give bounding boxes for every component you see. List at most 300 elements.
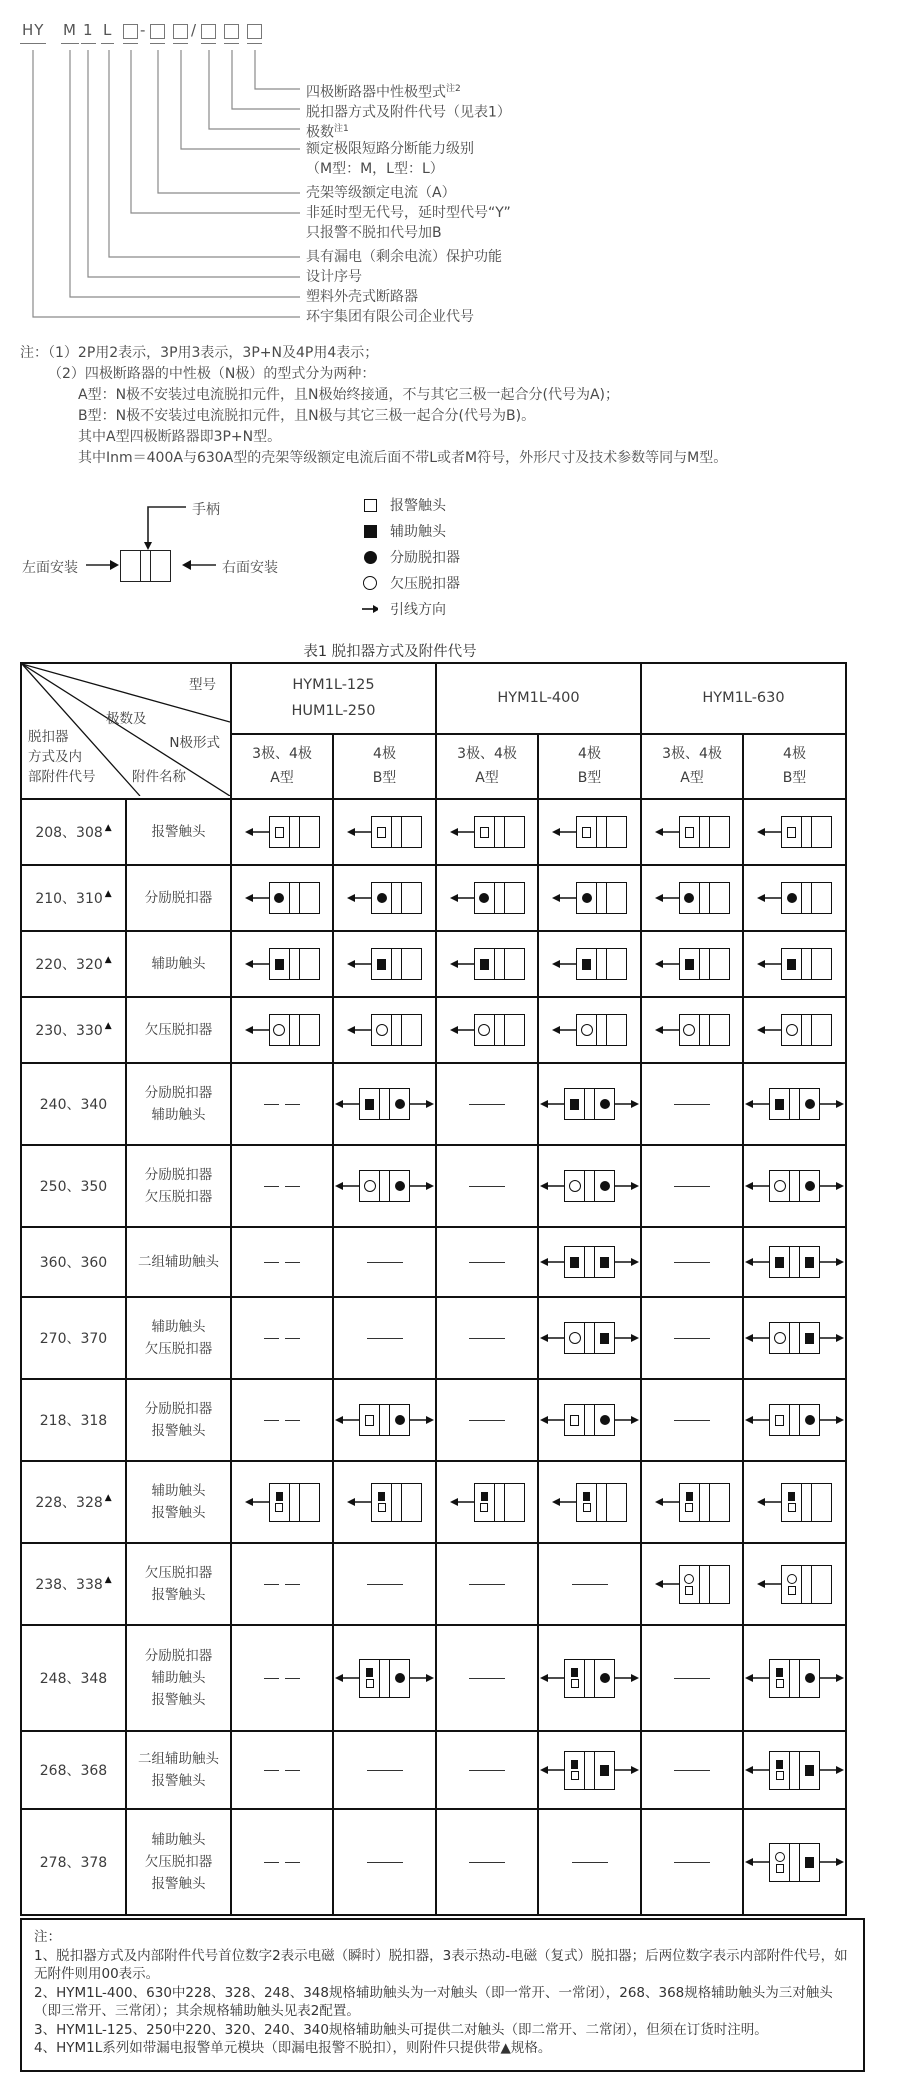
- diagram-cell: [743, 1809, 846, 1915]
- diagram-cell: [538, 1625, 641, 1731]
- not-available-dash: [232, 1862, 332, 1863]
- diagram-cell: [333, 1227, 436, 1297]
- model-code-char: HY: [20, 22, 46, 44]
- aux-contact-symbol: [571, 1760, 578, 1769]
- attachment-name: 欠压脱扣器: [144, 1341, 213, 1357]
- not-available-dash: [437, 1338, 537, 1339]
- code-cell: [21, 1145, 126, 1227]
- model-label: 具有漏电（剩余电流）保护功能: [306, 249, 502, 265]
- diagram-cell: [538, 1461, 641, 1543]
- breaker-box: [269, 948, 320, 980]
- lead-arrow-left: [450, 1497, 474, 1507]
- undervoltage-release-symbol: [774, 1180, 786, 1192]
- diagram-cell: [436, 1543, 538, 1625]
- not-available-dash: [334, 1338, 435, 1339]
- legend-item: [362, 518, 582, 544]
- type-label: B型: [372, 770, 397, 787]
- aux-contact-symbol: [788, 1492, 795, 1501]
- trip-unit-diagram: [539, 1170, 640, 1202]
- diagram-cell: [436, 1379, 538, 1461]
- trip-unit-diagram: [334, 1404, 435, 1436]
- trip-unit-diagram: [334, 816, 435, 848]
- breaker-box: [359, 1170, 410, 1202]
- undervoltage-release-icon: [362, 576, 378, 590]
- model-label: 塑料外壳式断路器: [306, 289, 418, 305]
- diagram-cell: [436, 1297, 538, 1379]
- trip-unit-diagram: [744, 1404, 845, 1436]
- breaker-box: [769, 1404, 820, 1436]
- diagram-cell: [743, 1227, 846, 1297]
- lead-arrow-right: [820, 1673, 844, 1683]
- lead-arrow-left: [745, 1099, 769, 1109]
- undervoltage-release-symbol: [569, 1332, 581, 1344]
- trip-unit-diagram: [334, 1170, 435, 1202]
- breaker-box: [769, 1322, 820, 1354]
- diagram-cell: [231, 1227, 333, 1297]
- attachment-name-cell: [126, 1625, 231, 1731]
- breaker-box: [679, 816, 730, 848]
- attachment-name-cell: [126, 1227, 231, 1297]
- diagram-cell: [743, 1543, 846, 1625]
- handle-label: 手柄: [192, 502, 220, 518]
- model-code-box: [173, 24, 188, 44]
- diagram-cell: [231, 865, 333, 931]
- alarm-contact-symbol: [366, 1679, 374, 1688]
- attachment-name: 报警触头: [151, 1876, 206, 1892]
- trip-unit-diagram: [437, 882, 537, 914]
- breaker-box: [269, 1014, 320, 1046]
- shunt-release-symbol: [805, 1099, 815, 1109]
- alarm-contact-symbol: [776, 1771, 784, 1780]
- lead-arrow-right: [820, 1099, 844, 1109]
- diagram-cell: [231, 799, 333, 865]
- attachment-name: 报警触头: [151, 824, 206, 840]
- alarm-contact-symbol: [788, 1586, 796, 1595]
- trip-unit-diagram: [334, 1483, 435, 1522]
- attachment-name: 分励脱扣器: [144, 890, 213, 906]
- not-available-dash: [232, 1262, 332, 1263]
- model-label: （M型：M，L型：L）: [306, 161, 444, 177]
- lead-arrow-right: [820, 1333, 844, 1343]
- symbol-legend: [362, 492, 582, 632]
- diagram-cell: [641, 1379, 743, 1461]
- attachment-name: 报警触头: [151, 1505, 206, 1521]
- attachment-name: 欠压脱扣器: [144, 1854, 213, 1870]
- trip-unit-diagram: [539, 816, 640, 848]
- diagram-cell: [231, 1809, 333, 1915]
- lead-arrow-left: [655, 1497, 679, 1507]
- trip-unit-diagram: [539, 1014, 640, 1046]
- breaker-box: [576, 882, 627, 914]
- model-label: 极数$^{注1}$: [306, 124, 349, 141]
- alarm-contact-symbol: [775, 1415, 784, 1426]
- lead-arrow-left: [347, 827, 371, 837]
- lead-arrow-left: [745, 1765, 769, 1775]
- lead-arrow-left: [540, 1333, 564, 1343]
- undervoltage-release-symbol: [478, 1024, 490, 1036]
- code-text: 238、338: [35, 1577, 103, 1593]
- breaker-box: [474, 1483, 525, 1522]
- legend-item: [362, 544, 582, 570]
- lead-arrow-left: [335, 1415, 359, 1425]
- diagram-cell: [743, 1063, 846, 1145]
- lead-arrow-right: [410, 1673, 434, 1683]
- diagram-cell: [436, 1809, 538, 1915]
- diagram-cell: [743, 1297, 846, 1379]
- not-available-dash: [437, 1104, 537, 1105]
- diagram-cell: [641, 865, 743, 931]
- breaker-box: [769, 1246, 820, 1278]
- breaker-box: [564, 1170, 615, 1202]
- alarm-contact-symbol: [377, 827, 386, 838]
- diagram-cell: [641, 1145, 743, 1227]
- lead-arrow-right: [820, 1765, 844, 1775]
- breaker-box: [269, 882, 320, 914]
- lead-arrow-right: [615, 1765, 639, 1775]
- not-available-dash: [437, 1420, 537, 1421]
- attachment-name-cell: [126, 1731, 231, 1809]
- triangle-mark: ▲: [104, 889, 112, 899]
- trip-unit-diagram: [334, 1659, 435, 1698]
- attachment-name: 分励脱扣器: [144, 1648, 213, 1664]
- legend-label: 欠压脱扣器: [390, 576, 460, 592]
- diagram-cell: [333, 1145, 436, 1227]
- not-available-dash: [539, 1584, 640, 1585]
- shunt-release-symbol: [805, 1181, 815, 1191]
- not-available-dash: [642, 1262, 742, 1263]
- corner-label-code: 脱扣器: [28, 729, 69, 745]
- breaker-box: [679, 1014, 730, 1046]
- attachment-name: 二组辅助触头: [138, 1751, 219, 1767]
- alarm-contact-symbol: [582, 827, 591, 838]
- legend-label: 引线方向: [390, 602, 446, 618]
- trip-unit-diagram: [744, 1322, 845, 1354]
- undervoltage-release-symbol: [569, 1180, 581, 1192]
- pole-type-header: [231, 734, 333, 799]
- breaker-box: [781, 948, 832, 980]
- diagram-cell: [231, 1731, 333, 1809]
- diagram-cell: [333, 931, 436, 997]
- lead-arrow-left: [540, 1257, 564, 1267]
- attachment-name: 欠压脱扣器: [144, 1189, 213, 1205]
- alarm-contact-symbol: [571, 1679, 579, 1688]
- lead-arrow-left: [245, 893, 269, 903]
- undervoltage-release-symbol: [684, 1574, 694, 1584]
- code-text: 360、360: [39, 1255, 108, 1271]
- lead-arrow-left: [335, 1181, 359, 1191]
- aux-contact-symbol: [787, 959, 796, 970]
- diagram-cell: [743, 1145, 846, 1227]
- lead-arrow-left: [335, 1099, 359, 1109]
- table-row: [21, 1227, 846, 1297]
- trip-unit-table-grid: [20, 662, 847, 1916]
- lead-arrow-left: [757, 893, 781, 903]
- diagram-cell: [436, 1461, 538, 1543]
- not-available-dash: [642, 1420, 742, 1421]
- table-row: [21, 1809, 846, 1915]
- lead-arrow-left: [757, 827, 781, 837]
- code-text: 220、320: [35, 957, 103, 973]
- trip-unit-diagram: [437, 1014, 537, 1046]
- lead-direction-icon: [362, 604, 378, 614]
- trip-unit-diagram: [437, 1483, 537, 1522]
- lead-arrow-right: [615, 1415, 639, 1425]
- code-cell: [21, 1731, 126, 1809]
- aux-contact-symbol: [685, 959, 694, 970]
- trip-unit-diagram: [744, 1483, 845, 1522]
- trip-unit-diagram: [232, 1014, 332, 1046]
- aux-contact-symbol: [570, 1257, 579, 1268]
- undervoltage-release-symbol: [376, 1024, 388, 1036]
- aux-contact-symbol: [276, 1492, 283, 1501]
- triangle-mark: ▲: [104, 1021, 112, 1031]
- note-line: （2）四极断路器的中性极（N极）的型式分为两种：: [48, 366, 376, 382]
- code-text: 218、318: [39, 1413, 108, 1429]
- diagram-cell: [231, 997, 333, 1063]
- trip-unit-diagram: [539, 882, 640, 914]
- trip-unit-diagram: [437, 816, 537, 848]
- legend-label: 报警触头: [390, 498, 446, 514]
- lead-arrow-left: [745, 1333, 769, 1343]
- breaker-box: [576, 1483, 627, 1522]
- type-label: A型: [475, 770, 499, 787]
- lead-arrow-left: [745, 1181, 769, 1191]
- lead-arrow-left: [745, 1415, 769, 1425]
- not-available-dash: [437, 1678, 537, 1679]
- alarm-contact-symbol: [378, 1503, 386, 1512]
- triangle-mark: ▲: [104, 823, 112, 833]
- attachment-name: 辅助触头: [151, 1107, 206, 1123]
- lead-arrow-right: [615, 1333, 639, 1343]
- corner-label-attachment-name: 附件名称: [132, 769, 186, 785]
- lead-arrow-right: [820, 1857, 844, 1867]
- diagram-cell: [641, 1461, 743, 1543]
- triangle-mark: ▲: [104, 1575, 112, 1585]
- attachment-name-cell: [126, 1379, 231, 1461]
- attachment-name: 二组辅助触头: [138, 1254, 219, 1270]
- not-available-dash: [437, 1862, 537, 1863]
- lead-arrow-left: [540, 1415, 564, 1425]
- diagram-cell: [231, 1145, 333, 1227]
- table-row: [21, 1543, 846, 1625]
- diagram-cell: [538, 997, 641, 1063]
- diagram-cell: [641, 1543, 743, 1625]
- attachment-name: 分励脱扣器: [144, 1085, 213, 1101]
- diagram-cell: [333, 1809, 436, 1915]
- lead-arrow-left: [450, 893, 474, 903]
- lead-arrow-left: [552, 959, 576, 969]
- diagram-cell: [641, 1625, 743, 1731]
- alarm-contact-symbol: [275, 1503, 283, 1512]
- aux-contact-symbol: [775, 1257, 784, 1268]
- code-cell: [21, 1063, 126, 1145]
- lead-arrow-left: [552, 893, 576, 903]
- diagram-cell: [641, 1731, 743, 1809]
- note-item: 2、HYM1L-400、630中228、328、248、348规格辅助触头为一对触头（即一常开、一常闭），268、368规格辅助触头为三对触头（即三常开、三常闭）；其余规格辅助触头见表2配置。: [34, 1984, 833, 2019]
- model-label: 脱扣器方式及附件代号（见表1）: [306, 104, 511, 121]
- not-available-dash: [642, 1338, 742, 1339]
- pole-type-header: [538, 734, 641, 799]
- alarm-contact-symbol: [570, 1415, 579, 1426]
- diagram-cell: [436, 1063, 538, 1145]
- breaker-box: [769, 1659, 820, 1698]
- model-group-line: HUM1L-250: [291, 703, 376, 720]
- lead-arrow-left: [745, 1857, 769, 1867]
- trip-unit-diagram: [642, 1565, 742, 1604]
- diagram-cell: [333, 1379, 436, 1461]
- breaker-box: [474, 816, 525, 848]
- diagram-cell: [538, 1063, 641, 1145]
- diagram-cell: [436, 1227, 538, 1297]
- diagram-cell: [538, 1731, 641, 1809]
- shunt-release-symbol: [805, 1673, 815, 1683]
- lead-arrow-left: [245, 1025, 269, 1035]
- breaker-box: [781, 1014, 832, 1046]
- model-label: 只报警不脱扣代号加B: [306, 225, 442, 241]
- not-available-dash: [437, 1186, 537, 1187]
- alarm-contact-symbol: [776, 1864, 784, 1873]
- lead-arrow-left: [347, 1025, 371, 1035]
- code-cell: [21, 1809, 126, 1915]
- diagram-cell: [436, 1145, 538, 1227]
- model-label: 额定极限短路分断能力级别: [306, 141, 474, 157]
- attachment-name-cell: [126, 865, 231, 931]
- code-cell: [21, 1379, 126, 1461]
- aux-contact-icon: [362, 525, 378, 538]
- trip-unit-diagram: [642, 816, 742, 848]
- shunt-release-symbol: [395, 1181, 405, 1191]
- trip-unit-diagram: [642, 1014, 742, 1046]
- leader-lines: [0, 0, 320, 330]
- model-label: 设计序号: [306, 269, 362, 285]
- diagram-cell: [333, 1731, 436, 1809]
- corner-label-code: 方式及内: [28, 749, 82, 765]
- diagram-cell: [333, 1543, 436, 1625]
- diagram-cell: [743, 1379, 846, 1461]
- trip-unit-diagram: [539, 1659, 640, 1698]
- code-text: 208、308: [35, 825, 103, 841]
- aux-contact-symbol: [378, 1492, 385, 1501]
- breaker-box: [564, 1246, 615, 1278]
- code-text: 230、330: [35, 1023, 103, 1039]
- attachment-name-cell: [126, 799, 231, 865]
- note-line: A型：N极不安装过电流脱扣元件，且N极始终接通，不与其它三极一起合分(代号为A)；: [78, 387, 620, 403]
- alarm-contact-symbol: [788, 1503, 796, 1512]
- trip-unit-diagram: [744, 1246, 845, 1278]
- alarm-contact-symbol: [571, 1771, 579, 1780]
- not-available-dash: [437, 1262, 537, 1263]
- lead-arrow-left: [245, 959, 269, 969]
- breaker-box: [769, 1751, 820, 1790]
- triangle-mark: ▲: [104, 955, 112, 965]
- breaker-box: [474, 1014, 525, 1046]
- not-available-dash: [642, 1186, 742, 1187]
- undervoltage-release-symbol: [774, 1332, 786, 1344]
- breaker-box: [371, 1014, 422, 1046]
- lead-arrow-left: [335, 1673, 359, 1683]
- not-available-dash: [232, 1584, 332, 1585]
- diagram-cell: [538, 1227, 641, 1297]
- aux-contact-symbol: [366, 1668, 373, 1677]
- breaker-box: [679, 1565, 730, 1604]
- alarm-contact-symbol: [365, 1415, 374, 1426]
- trip-unit-diagram: [539, 1483, 640, 1522]
- trip-unit-diagram: [539, 948, 640, 980]
- undervoltage-release-symbol: [273, 1024, 285, 1036]
- attachment-name-cell: [126, 931, 231, 997]
- alarm-contact-symbol: [583, 1503, 591, 1512]
- trip-unit-diagram: [744, 1170, 845, 1202]
- diagram-cell: [538, 1809, 641, 1915]
- breaker-box: [564, 1088, 615, 1120]
- shunt-release-symbol: [274, 893, 284, 903]
- alarm-contact-symbol: [776, 1679, 784, 1688]
- not-available-dash: [642, 1104, 742, 1105]
- table-row: [21, 799, 846, 865]
- code-cell: [21, 1543, 126, 1625]
- diagram-cell: [231, 1461, 333, 1543]
- diagram-cell: [641, 997, 743, 1063]
- breaker-box: [679, 948, 730, 980]
- code-cell: [21, 1297, 126, 1379]
- trip-unit-diagram: [744, 1088, 845, 1120]
- diagram-cell: [538, 1297, 641, 1379]
- diagram-cell: [641, 799, 743, 865]
- model-code-char: L: [101, 22, 114, 44]
- poles-label: 3极、4极: [457, 746, 517, 763]
- not-available-dash: [334, 1770, 435, 1771]
- corner-label-npole: N极形式: [169, 735, 220, 751]
- lead-arrow-right: [410, 1099, 434, 1109]
- attachment-name-cell: [126, 1543, 231, 1625]
- poles-label: 3极、4极: [662, 746, 722, 763]
- aux-contact-symbol: [570, 1099, 579, 1110]
- aux-contact-symbol: [600, 1765, 609, 1776]
- attachment-name-cell: [126, 1809, 231, 1915]
- trip-unit-diagram: [744, 882, 845, 914]
- model-group-header: [231, 663, 436, 734]
- lead-arrow-right: [615, 1257, 639, 1267]
- attachment-name: 报警触头: [151, 1423, 206, 1439]
- lead-arrow-right: [410, 1415, 434, 1425]
- type-label: B型: [782, 770, 807, 787]
- breaker-box: [781, 882, 832, 914]
- breaker-box: [359, 1088, 410, 1120]
- legend-label: 辅助触头: [390, 524, 446, 540]
- model-code-box: [123, 24, 138, 44]
- model-group-line: HYM1L-400: [497, 690, 580, 707]
- breaker-box: [269, 1483, 320, 1522]
- corner-label-poles: 极数及: [106, 711, 147, 727]
- mounting-arrows: [20, 492, 330, 617]
- breaker-box: [769, 1170, 820, 1202]
- shunt-release-symbol: [600, 1181, 610, 1191]
- poles-label: 4极: [578, 746, 601, 763]
- lead-arrow-right: [410, 1181, 434, 1191]
- not-available-dash: [539, 1862, 640, 1863]
- aux-contact-symbol: [805, 1765, 814, 1776]
- lead-arrow-left: [540, 1673, 564, 1683]
- diagram-cell: [538, 931, 641, 997]
- diagram-cell: [743, 1731, 846, 1809]
- trip-unit-diagram: [334, 882, 435, 914]
- lead-arrow-right: [615, 1099, 639, 1109]
- type-label: A型: [680, 770, 704, 787]
- diagram-cell: [538, 799, 641, 865]
- not-available-dash: [232, 1770, 332, 1771]
- table-row: [21, 997, 846, 1063]
- diagram-cell: [333, 997, 436, 1063]
